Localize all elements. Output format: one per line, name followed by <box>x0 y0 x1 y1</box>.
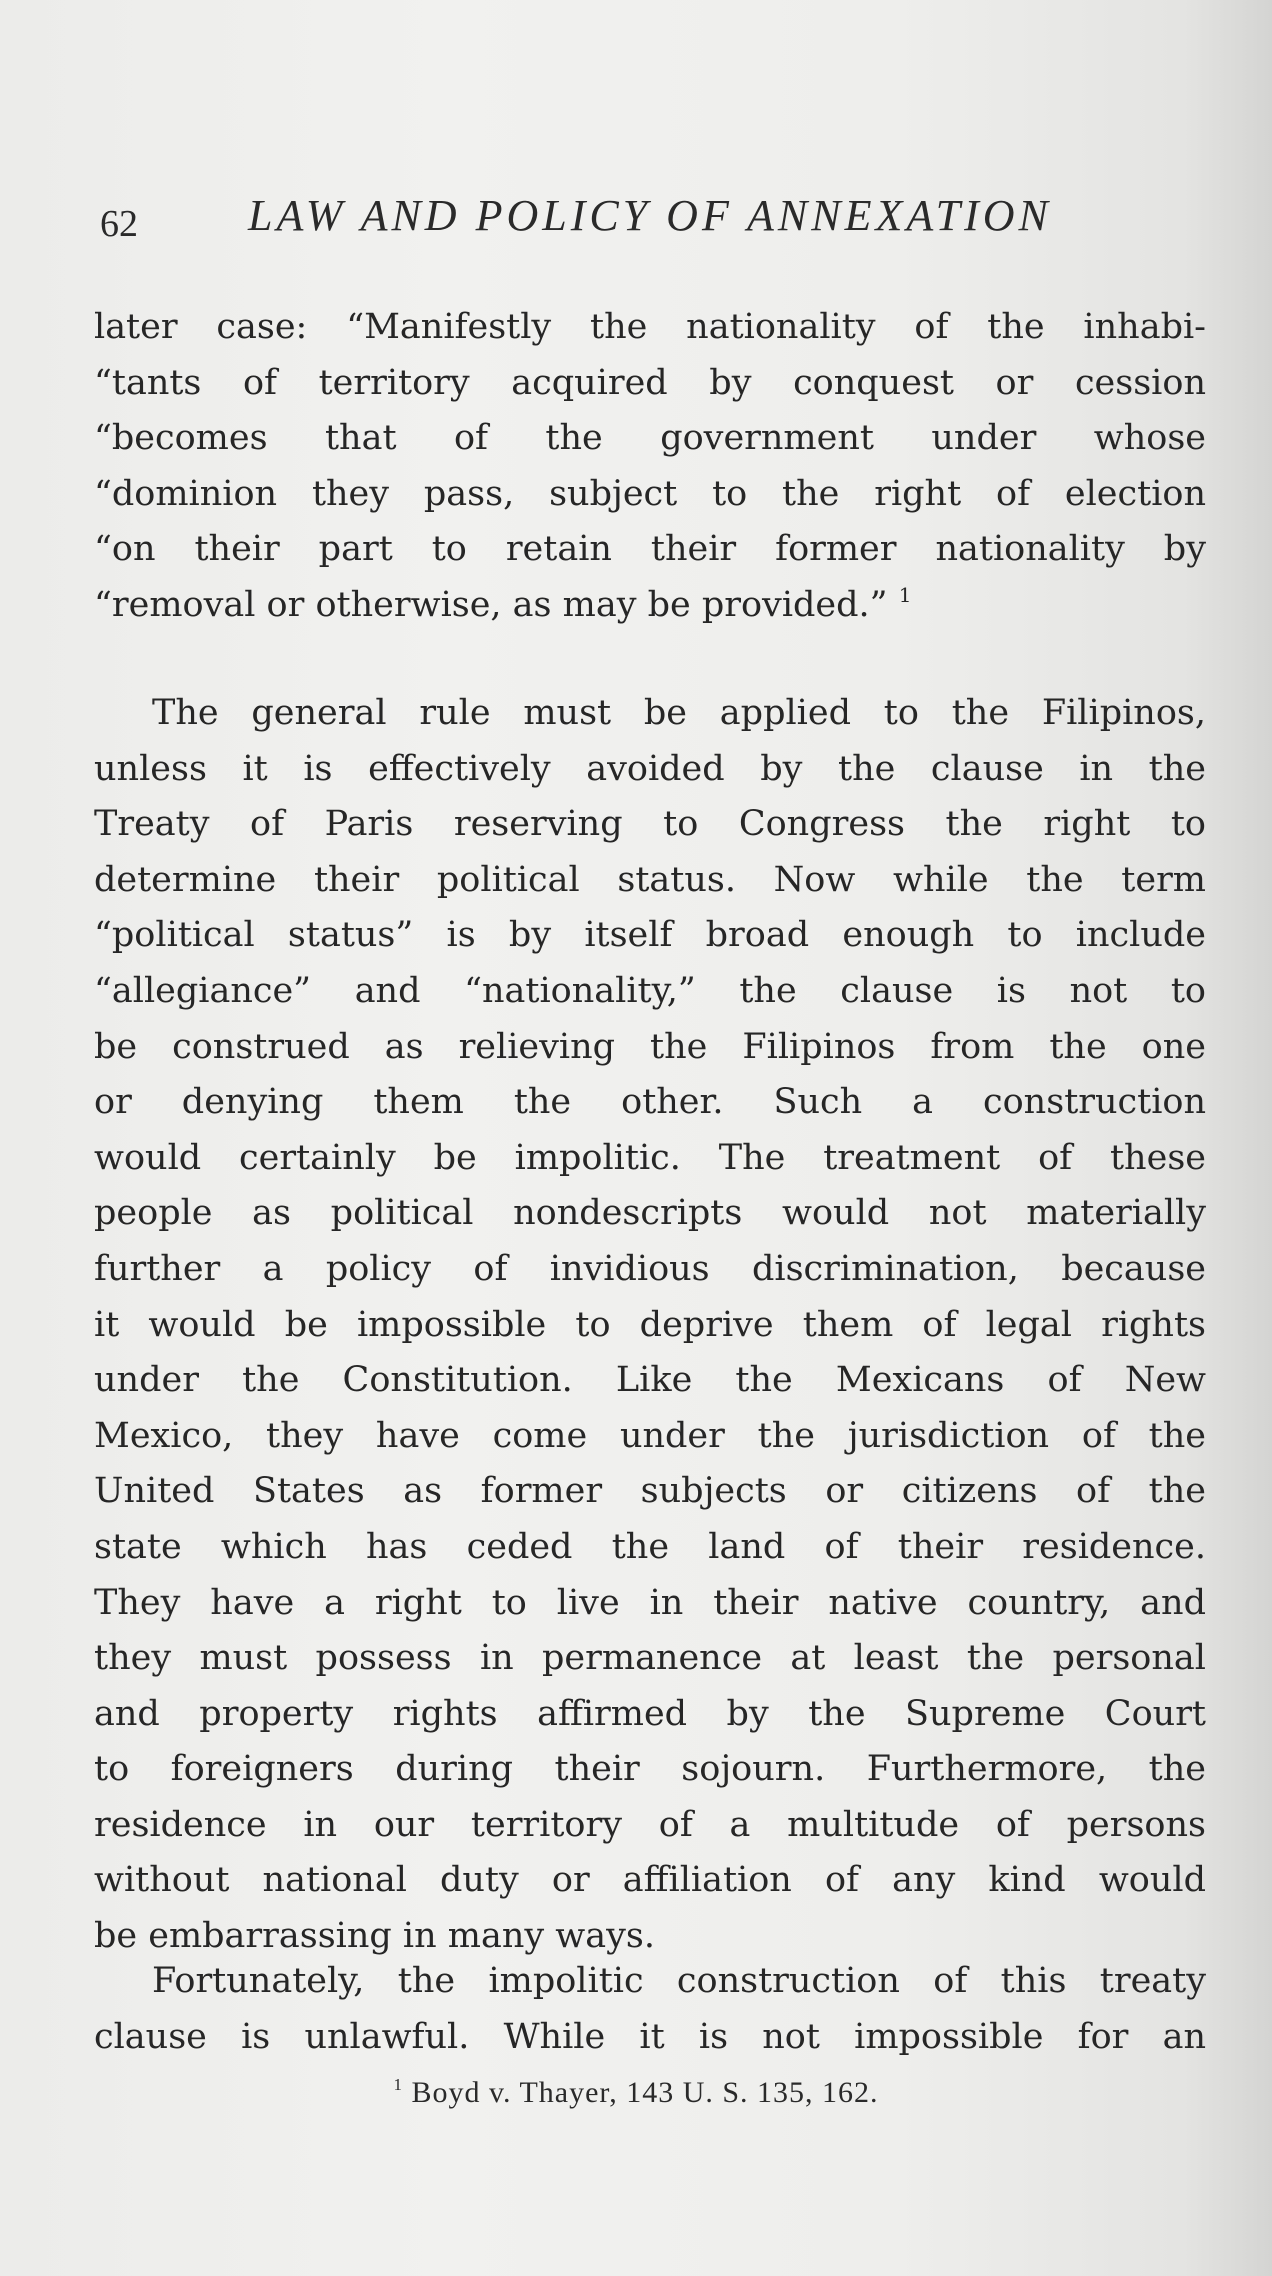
text-line-with-footnote <box>94 578 1206 634</box>
text-line: be construed as relieving the Filipinos from the one <box>94 1026 1206 1067</box>
text-line: “becomes that of the government under whose <box>94 418 1206 459</box>
text-line: “on their part to retain their former nationality by <box>94 529 1206 570</box>
text-line: “dominion they pass, subject to the right of election <box>94 473 1206 514</box>
footnote-text: Boyd v. Thayer, 143 U. S. 135, 162. <box>411 2076 879 2109</box>
text-line: later case: “Manifestly the nationality of the inhabi- <box>94 307 1206 347</box>
text-line: be embarrassing in many ways. <box>94 1916 655 1957</box>
text-line: clause is unlawful. While it is not impossible for an <box>94 2016 1206 2057</box>
text-line: unless it is effectively avoided by the clause in the <box>94 748 1206 789</box>
quotation-paragraph <box>94 300 1206 634</box>
text-line: The general rule must be applied to the Filipinos, <box>152 693 1206 733</box>
text-line: and property rights affirmed by the Supreme Court <box>94 1693 1206 1734</box>
footnote <box>0 2076 1272 2110</box>
text-line: without national duty or affiliation of any kind would <box>94 1860 1206 1901</box>
text-line: Fortunately, the impolitic construction of this treaty <box>152 1961 1206 2001</box>
text-line: “tants of territory acquired by conquest or cession <box>94 362 1206 403</box>
text-line: determine their political status. Now while the term <box>94 859 1206 900</box>
text-line: Treaty of Paris reserving to Congress the right to <box>94 804 1206 845</box>
footnote-marker: 1 <box>393 2075 403 2094</box>
text-line: would certainly be impolitic. The treatment of these <box>94 1137 1206 1178</box>
paragraph-filipinos <box>94 686 1206 1965</box>
page-number: 62 <box>100 203 138 245</box>
paragraph-fortunately <box>94 1954 1206 2065</box>
text-line: “allegiance” and “nationality,” the clause is not to <box>94 970 1206 1011</box>
page-header <box>100 190 1200 254</box>
text-line: United States as former subjects or citizens of the <box>94 1471 1206 1512</box>
running-title: LAW AND POLICY OF ANNEXATION <box>248 191 1052 240</box>
text-line: They have a right to live in their native country, and <box>94 1582 1206 1623</box>
text-line: to foreigners during their sojourn. Furthermore, the <box>94 1749 1206 1790</box>
text-line: they must possess in permanence at least the personal <box>94 1638 1206 1679</box>
text-line: it would be impossible to deprive them of legal rights <box>94 1304 1206 1345</box>
text-line: Mexico, they have come under the jurisdiction of the <box>94 1415 1206 1456</box>
text-line: “political status” is by itself broad enough to include <box>94 915 1206 956</box>
text-line: or denying them the other. Such a construction <box>94 1082 1206 1123</box>
text-line: people as political nondescripts would not materially <box>94 1193 1206 1234</box>
text-line: under the Constitution. Like the Mexicans of New <box>94 1360 1206 1401</box>
text-line: “removal or otherwise, as may be provided.” <box>94 584 888 625</box>
footnote-reference: 1 <box>898 582 912 607</box>
text-line: state which has ceded the land of their residence. <box>94 1526 1206 1567</box>
text-line: residence in our territory of a multitude of persons <box>94 1804 1206 1845</box>
text-line: further a policy of invidious discrimination, because <box>94 1248 1206 1289</box>
